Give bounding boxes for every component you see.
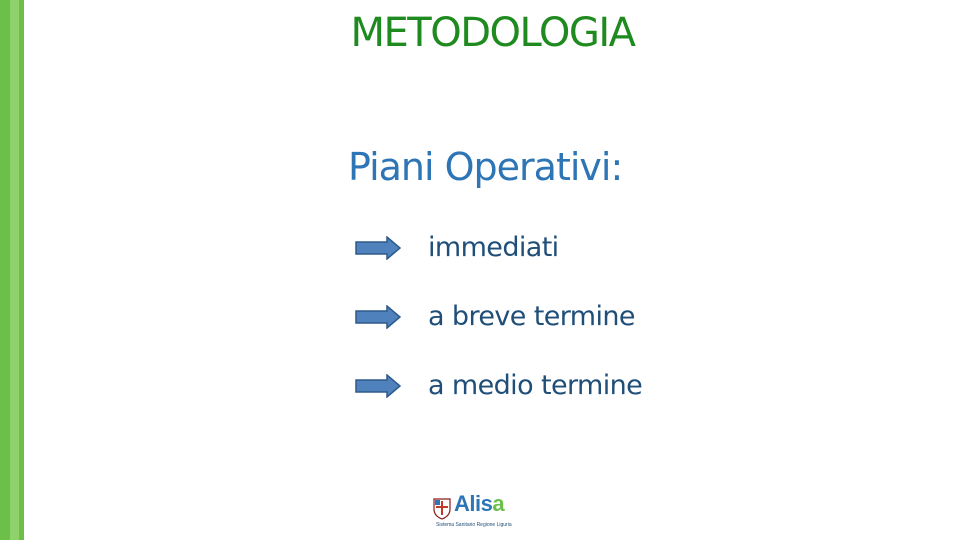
logo-tagline: Sistema Sanitario Regione Liguria (436, 522, 512, 528)
list-item (355, 297, 675, 337)
right-arrow-icon (355, 305, 401, 329)
right-arrow-icon (355, 374, 401, 398)
right-arrow-icon (355, 236, 401, 260)
alisa-logo (432, 491, 532, 534)
slide-subtitle: Piani Operativi: (348, 145, 623, 189)
crest-icon (432, 496, 452, 520)
list-item (355, 228, 675, 268)
list-item (355, 366, 675, 406)
slide-title: METODOLOGIA (350, 10, 635, 56)
list-item-label: a medio termine (428, 370, 643, 401)
list-item-label: a breve termine (428, 301, 635, 332)
logo-brand: Alisa (454, 491, 505, 516)
list-item-label: immediati (428, 232, 559, 263)
side-accent-bar-highlight (10, 0, 19, 540)
